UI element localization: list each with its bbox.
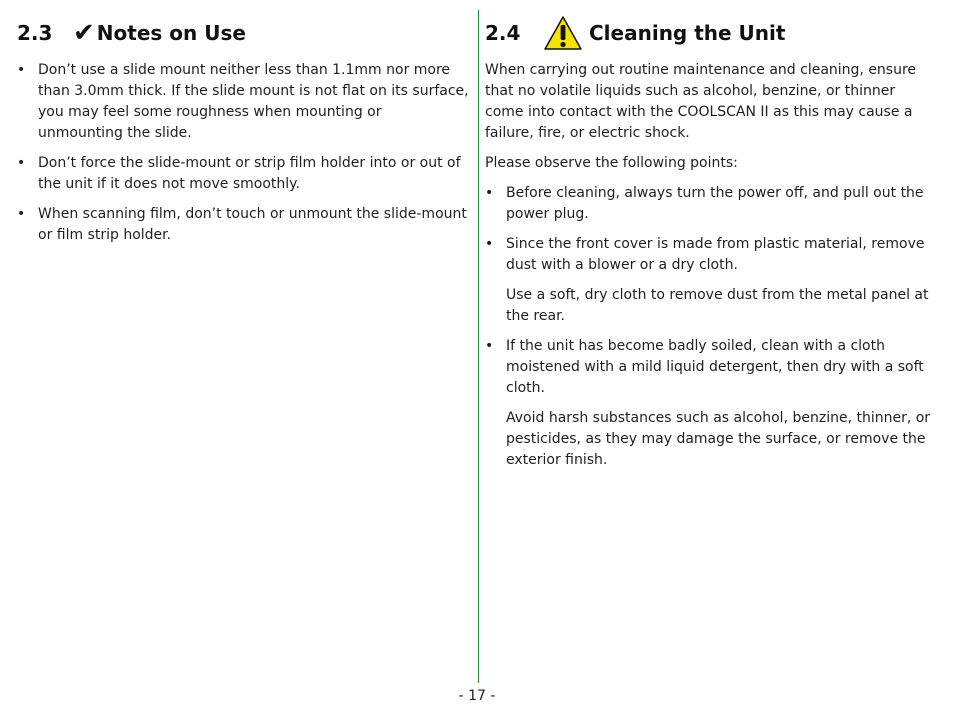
list-item: [485, 336, 937, 471]
bullet-marker: •: [485, 185, 494, 201]
section-heading-notes-on-use: [17, 17, 246, 49]
section-heading-cleaning: [485, 17, 785, 49]
cleaning-list: [485, 183, 937, 471]
intro-paragraph: When carrying out routine maintenance and cleaning, ensure that no volatile liquids such as alcohol, benzine, or thinner come into contact with the COOLSCAN II as this may cause a failure, fire, or electric shock.: [485, 62, 917, 141]
lead-paragraph: Please observe the following points:: [485, 155, 738, 171]
list-item: [17, 60, 469, 144]
list-item-text: When scanning film, don’t touch or unmount the slide-mount or film strip holder.: [38, 206, 467, 243]
bullet-marker: •: [485, 338, 494, 354]
bullet-marker: •: [485, 236, 494, 252]
column-divider: [478, 10, 479, 683]
list-item-text: Since the front cover is made from plastic material, remove dust with a blower or a dry cloth.: [506, 236, 925, 273]
notes-list: [17, 60, 469, 246]
list-item: [485, 234, 937, 327]
list-item-text: Don’t force the slide-mount or strip film holder into or out of the unit if it does not move smoothly.: [38, 155, 461, 192]
section-number: 2.4: [485, 21, 521, 45]
section-title: Cleaning the Unit: [589, 21, 786, 45]
section-number: 2.3: [17, 21, 53, 45]
list-item-text: Don’t use a slide mount neither less than 1.1mm nor more than 3.0mm thick. If the slide mount is not flat on its surface, you may feel some roughness when mounting or unmounting the slide.: [38, 62, 469, 141]
checkmark-icon: ✔: [73, 18, 95, 48]
section-body: [485, 60, 937, 480]
list-item: [17, 153, 469, 195]
warning-icon: [543, 15, 583, 51]
list-item-note: Use a soft, dry cloth to remove dust from the metal panel at the rear.: [506, 287, 929, 324]
page-number: - 17 -: [458, 688, 496, 704]
list-item-text: If the unit has become badly soiled, clean with a cloth moistened with a mild liquid detergent, then dry with a soft cloth.: [506, 338, 924, 396]
section-title: Notes on Use: [96, 21, 246, 45]
section-body: [17, 60, 469, 255]
list-item-note: Avoid harsh substances such as alcohol, benzine, thinner, or pesticides, as they may damage the surface, or remove the exterior finish.: [506, 410, 931, 468]
list-item-text: Before cleaning, always turn the power off, and pull out the power plug.: [506, 185, 924, 222]
list-item: [485, 183, 937, 225]
list-item: [17, 204, 469, 246]
bullet-marker: •: [17, 155, 26, 171]
bullet-marker: •: [17, 62, 26, 78]
bullet-marker: •: [17, 206, 26, 222]
